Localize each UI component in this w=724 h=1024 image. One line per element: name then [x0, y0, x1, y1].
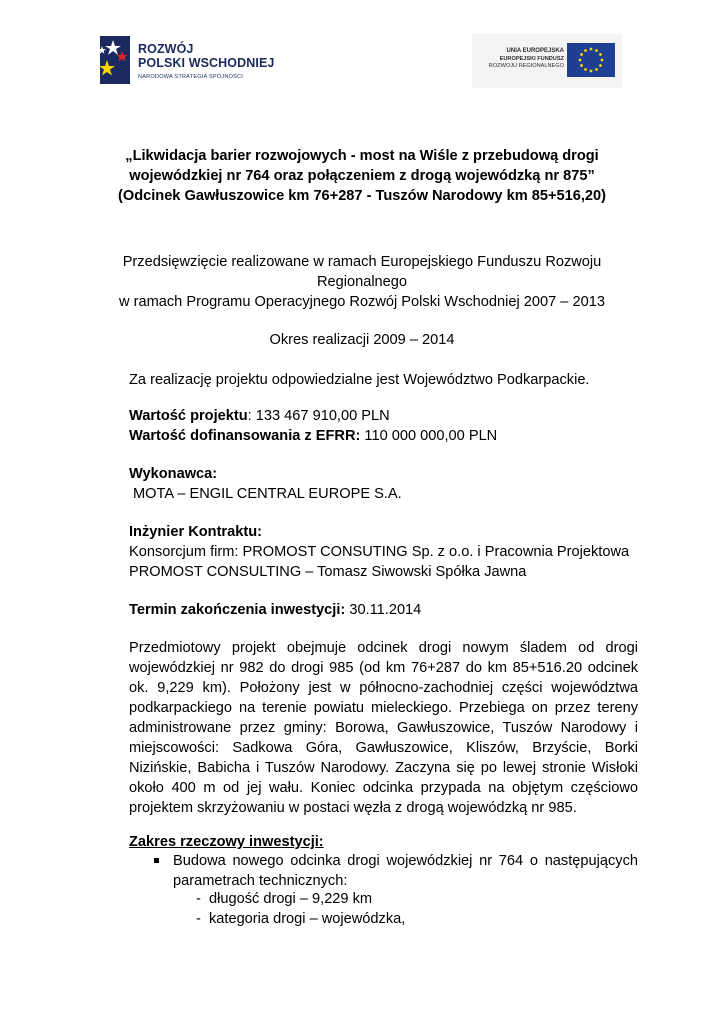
- dash-icon: -: [196, 911, 209, 927]
- project-value-row: [129, 406, 390, 426]
- title-line-2: wojewódzkiej nr 764 oraz połączeniem z drogą wojewódzką nr 875”: [129, 168, 595, 184]
- title-line-3: (Odcinek Gawłuszowice km 76+287 - Tuszów Narodowy km 85+516,20): [117, 188, 606, 204]
- document-title: [90, 146, 634, 206]
- engineer-label: Inżynier Kontraktu:: [129, 524, 262, 540]
- eu-flag-icon: [567, 43, 615, 77]
- period-text: Okres realizacji 2009 – 2014: [269, 332, 455, 348]
- scope-sub-item: [196, 909, 405, 929]
- star-emblem-icon: [96, 34, 134, 86]
- dash-icon: -: [196, 891, 209, 907]
- scope-bullet-item: [150, 851, 640, 891]
- contractor-name: MOTA – ENGIL CENTRAL EUROPE S.A.: [133, 486, 402, 502]
- title-line-1: „Likwidacja barier rozwojowych - most na Wiśle z przebudową drogi: [125, 148, 599, 164]
- scope-heading: Zakres rzeczowy inwestycji:: [129, 834, 324, 850]
- bullet-square-icon: [154, 858, 159, 863]
- project-description: Przedmiotowy projekt obejmuje odcinek drogi nowym śladem od drogi wojewódzkiej nr 982 do drogi 985 (od km 76+287 do km 85+516.20 odcinek ok. 9,229 km). Położony jest w północno-zachodniej części województwa podkarpackiego na terenie powiatu mieleckiego. Przebiega on przez tereny administrowane przez gminy: Borowa, Gawłuszowice, Tuszów Narodowy i miejscowości: Sadkowa Góra, Gawłuszowice, Kliszów, Brzyście, Borki Nizińskie, Babicha i Tuszów Narodowy. Zaczyna się po lewej stronie Wisłoki około 400 m od jej wału. Koniec odcinka przypada na objętym częściowo projektem skrzyżowaniu w postaci węzła z drogą wojewódzką nr 985.: [129, 640, 638, 816]
- scope-sub-item-text: kategoria drogi – wojewódzka,: [208, 911, 406, 927]
- eu-logo-line-2: EUROPEJSKI FUNDUSZ: [499, 56, 564, 62]
- cofinancing-row: [129, 426, 497, 446]
- scope-sub-item-text: długość drogi – 9,229 km: [208, 891, 373, 907]
- intro-line-3: w ramach Programu Operacyjnego Rozwój Polski Wschodniej 2007 – 2013: [119, 294, 605, 310]
- engineer-line-2: PROMOST CONSULTING – Tomasz Siwowski Spółka Jawna: [129, 564, 527, 580]
- cofinancing-amount: 110 000 000,00 PLN: [360, 428, 498, 444]
- scope-bullet-text: Budowa nowego odcinka drogi wojewódzkiej nr 764 o następujących parametrach technicznych:: [173, 853, 638, 889]
- responsible-text: Za realizację projektu odpowiedzialne jest Województwo Podkarpackie.: [129, 372, 590, 388]
- intro-line-2: Regionalnego: [316, 274, 408, 290]
- deadline-row: [129, 600, 421, 620]
- logo-line-2: POLSKI WSCHODNIEJ: [138, 56, 275, 70]
- deadline-label: Termin zakończenia inwestycji:: [129, 602, 346, 618]
- eu-logo: [472, 34, 622, 88]
- contractor-label: Wykonawca:: [129, 466, 218, 482]
- logo-line-1: ROZWÓJ: [138, 42, 194, 56]
- cofinancing-label: Wartość dofinansowania z EFRR:: [129, 428, 361, 444]
- eu-logo-line-1: UNIA EUROPEJSKA: [506, 48, 564, 54]
- project-value-amount: : 133 467 910,00 PLN: [247, 408, 390, 424]
- deadline-value: 30.11.2014: [345, 602, 422, 618]
- eu-logo-line-3: ROZWOJU REGIONALNEGO: [488, 63, 564, 69]
- scope-sub-item: [196, 889, 372, 909]
- intro-line-1: Przedsięwzięcie realizowane w ramach Europejskiego Funduszu Rozwoju: [122, 254, 602, 270]
- engineer-line-1: Konsorcjum firm: PROMOST CONSUTING Sp. z o.o. i Pracownia Projektowa: [129, 544, 630, 560]
- rozwoj-polski-wschodniej-logo: [96, 34, 286, 90]
- logo-line-3: NARODOWA STRATEGIA SPÓJNOŚCI: [138, 74, 244, 80]
- project-value-label: Wartość projektu: [129, 408, 248, 424]
- intro-block: [90, 252, 634, 312]
